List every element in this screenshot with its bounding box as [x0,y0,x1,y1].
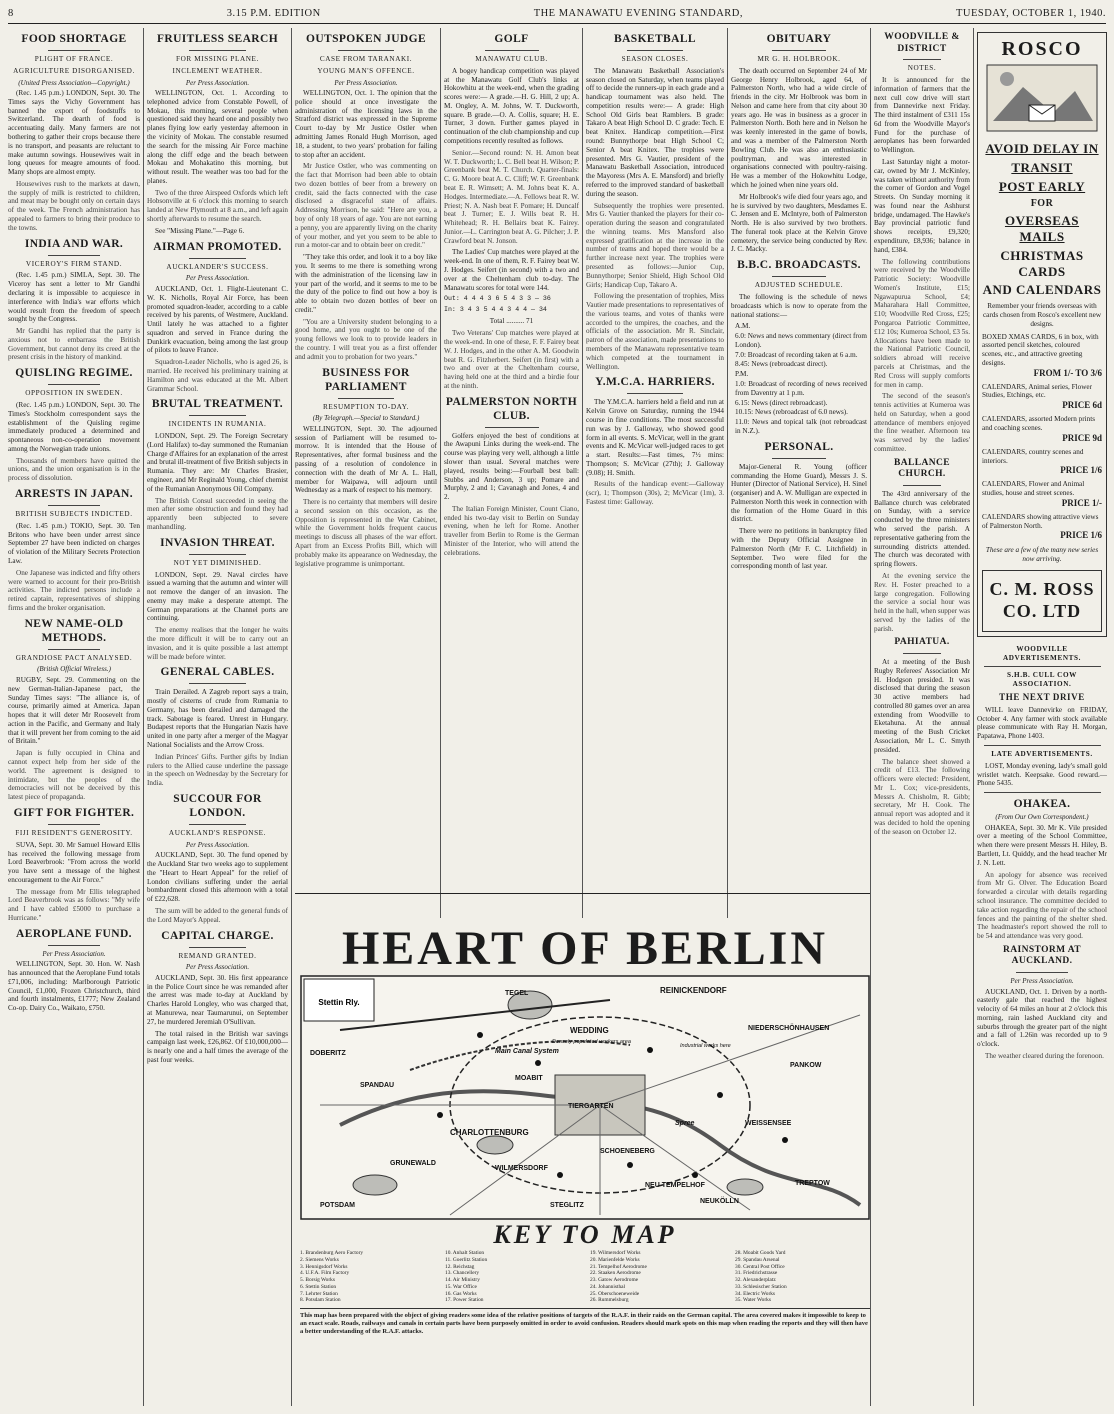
map-key-entry: 2. Siemens Works [300,1256,339,1263]
map-key-entry: 12. Reichstag [445,1263,475,1270]
map-key-entry: 23. Gatow Aerodrome [590,1277,639,1283]
map-label-spree: Spree [675,1120,695,1127]
map-key-entry: 5. Borsig Works [300,1277,335,1283]
map-note-industrial: Industrial works here [680,1043,731,1049]
paper-name: THE MANAWATU EVENING STANDARD, [533,8,743,19]
map-key-entry: 19. Wilmersdorf Works [590,1250,641,1256]
map-label-weissensee: WEISSENSEE [745,1120,792,1127]
map-label-moabit: MOABIT [515,1075,543,1082]
map-key-entry: 29. Spandau Arsenal [735,1256,780,1263]
ad-item-price: FROM 1/- TO 3/6 [1033,367,1102,378]
headline-new-name: NEW NAME-OLD METHODS. [24,617,124,644]
ad-item-price: PRICE 1/6 [1060,530,1102,541]
map-corner-label: Stettin Rly. [318,998,360,1007]
ad-item-price: PRICE 1/6 [1060,465,1102,476]
map-key-entry: 30. Central Post Office [735,1263,785,1270]
article-body: The following is the schedule of news broadcasts which is now to operate from the national stations:— [731,293,867,319]
map-label-tiergarten: TIERGARTEN [568,1103,614,1110]
ad-company: C. M. ROSS CO. LTD [982,570,1102,632]
byline: (United Press Association—Copyright.) [18,78,130,87]
ad-item-text: BOXED XMAS CARDS, 6 in box, with assorted pencil sketches, coloured scenes, etc., and attractive greeting designs. [982,332,1099,367]
subhead: FOR MISSING PLANE. [176,55,259,64]
ad-item-text: CALENDARS showing attractive views of Palmerston North. [982,512,1099,530]
issue-date: TUESDAY, OCTOBER 1, 1940. [955,8,1106,19]
article-body: WELLINGTON, Oct. 1. According to telephoned advice from Constable Powell, of Mokau, this morning, several people when questioned said they heard one and possibly two planes flying low early yesterday afternoon in the vicinity of Mokau. The constable resumed the search for the missing Air Force machine along the cliff edge and the beach between Mokau and Mohakatino this morning, but without result. The weather was too bad for the planes. [147,89,288,185]
bbc-schedule-list [731,322,867,435]
article-body: RUGBY, Sept. 29. Commenting on the new German-Italian-Japanese pact, the Sunday Times says: "The alliance is, of course, primarily aimed at America. Japan hopes that it will deter Mr Roosevelt from action in the Pacific, and Germany and Italy that it will prevent her from coming to the aid of Britain." [8,676,140,746]
byline: Per Press Association. [185,274,250,283]
map-label-spandau: SPANDAU [360,1082,395,1089]
ad-item-text: CALENDARS, assorted Modern prints and coaching scenes. [982,415,1095,432]
column-1: FOOD SHORTAGE PLIGHT OF FRANCE. AGRICULTURE DISORGANISED. (United Press Association—Copyright.) (Rec. 1.45 p.m.) LONDON, Sept. 30. The Times says the Vichy Government has banned the export of foodstuffs to Switzerland. The dearth of food is accentuating daily. Many farmers are not bothering to gather their crops because there is no transport, and peasants are reluctant to make autumn sowings. Housewives wait in long queues for meagre amounts of food. Many shops are almost empty. Housewives rush to the markets at dawn, the supply of milk is restricted to children, and meat may be bought only on certain days of the week. The French administration has appealed to farmers to bring their produce to the towns. INDIA AND WAR. VICEROY'S FIRM STAND. (Rec. 1.45 p.m.) SIMLA, Sept. 30. The Viceroy has sent a letter to Mr Gandhi declaring it is impossible to acquiesce in interference with India's war efforts which would result from the freedom of speech sought by the Congress. Mr Gandhi has replied that the party is anxious not to embarrass the British Government, but cannot deny its creed at the present crisis in the history of mankind. QUISLING REGIME. OPPOSITION IN SWEDEN. (Rec. 1.45 p.m.) LONDON, Sept. 30. The Times's Stockholm correspondent says the establishment of the Quisling regime immediately produced a determined and spontaneous non-co-operation movement among the Norwegian trade unions. Thousands of members have quitted the unions, and the union organisation is in the process of dissolution. ARRESTS IN JAPAN. BRITISH SUBJECTS INDICTED. (Rec. 1.45 p.m.) TOKIO, Sept. 30. Ten Britons who have been under arrest since September 27 have been indicted on charges of violation of the Military Secrets Protection Law. One Japanese was indicted and fifty others were warned to account for their pro-British activities. The indicted persons include a retired captain, representatives of shipping firms and the broker organisation. NEW NAME-OLD METHODS. GRANDIOSE PACT ANALYSED. (British Official Wireless.) RUGBY, Sept. 29. Commenting on the new German-Italian-Japanese pact, the Sunday Times says: "The alliance is, of course, primarily aimed at America. Japan hopes that it will deter Mr Roosevelt from action in the Pacific, and Germany and Italy that it will prevent her from coming to the aid of Britain." Japan is fully occupied in China and cannot expect help from her side of the world. The agreement is designed to intimidate, but the peoples of the democracies will not be deceived by this latest piece of propaganda. GIFT FOR FIGHTER. FIJI RESIDENT'S GENEROSITY. SUVA, Sept. 30. Mr Samuel Howard Ellis has received the following message from Lord Beaverbrook: "From across the world you have sent a message of the highest encouragement to the Air Force." The message from Mr Ellis telegraphed Lord Beaverbrook was as follows: "My wife and I have cabled £5000 to purchase a Hurricane." AEROPLANE FUND. Per Press Association. WELLINGTON, Sept. 30. Hon. W. Nash has announced that the Aeroplane Fund totals £71,006, including: Marlborough Patriotic Council, £1,000, Frozen Christchurch, third and fourth instalments, £1777; New Zealand Co-op. Dairy Co., Waikato, £750. [8,33,140,1013]
map-key-entry: 34. Electric Works [735,1290,776,1297]
map-key-entry: 6. Stettin Station [300,1283,337,1290]
ad-item-text: CALENDARS, Flower and Animal studies, house and street scenes. [982,480,1085,498]
article-body: (Rec. 1.45 p.m.) SIMLA, Sept. 30. The Viceroy has sent a letter to Mr Gandhi declaring it is impossible to acquiesce in interference with India's war efforts which would result from the freedom of speech sought by the Congress. [8,271,140,324]
headline-general-cables: GENERAL CABLES. [160,666,275,679]
headline-pahiatua: PAHIATUA. [894,637,950,648]
ad-transit: TRANSIT [1011,160,1073,176]
map-key-entry: 26. Rummelsburg [590,1297,629,1304]
headline-fruitless-search: FRUITLESS SEARCH [156,33,279,45]
ad-item-text: CALENDARS, country scenes and interiors. [982,447,1084,465]
column-divider [727,28,728,918]
column-divider [973,28,974,1406]
subhead: ADJUSTED SCHEDULE. [754,281,844,290]
map-label-pankow: PANKOW [790,1062,822,1069]
ad-price-item [982,333,1102,379]
ad-price-item [982,415,1102,444]
subhead: NOTES. [907,64,937,73]
article-body: Last Saturday night a motor-car, owned by Mr J. McKinley, was taken without authority from the corner of Gordon and Vogel Streets. On Sunday morning it was found near the Ashhurst bridge, undamaged. The Hawke's Bay provincial patriotic fund shows receipts, £9,320; expenditure, £8,936; balance in hand, £384. [874,157,970,254]
headline-gift-fighter: GIFT FOR FIGHTER. [13,806,135,819]
article-body: The total raised in the British war savings campaign last week, £26,862. Of £10,000,000—is nearly one and a half times the average of the past four weeks. [147,1029,288,1064]
headline-woodville: WOODVILLE & DISTRICT [884,32,960,54]
golf-score-out: Out: 4 4 4 3 6 5 4 3 3 — 36 [444,295,551,303]
headline-ymca-harriers: Y.M.C.A. HARRIERS. [595,376,715,389]
cull-cow-body: WILL leave Dannevirke on FRIDAY, October 4. Any farmer with stock available please communicate with Ray H. Morgan, Papatawa, Phone 1403. [977,705,1107,741]
article-body: Golfers enjoyed the best of conditions at the Awapuni Links during the week-end. The course was playing very well, although a little slower than usual. Several matches were played, results being:—Fourball best ball: Stubbs and Anderson, 3 up; Pomare and Murphy, 2 and 1; Cavanagh and Jones, 4 and 2. [444,431,579,502]
map-key [300,1250,870,1304]
map-key-entry: 10. Anhalt Station [445,1250,485,1256]
column-divider [143,28,144,1406]
rosco-advertisement [977,32,1107,637]
byline: Per Press Association. [334,78,398,87]
map-key-column [300,1250,435,1304]
headline-succour-london: SUCCOUR FOR LONDON. [173,792,262,819]
article-body: It is announced for the information of farmers that the next cull cow drive will start from Dannevirke next Friday. The third instalment of £311 15s 6d from the Woodville Mayor's Fund for the purchase of aeroplanes has been forwarded to Wellington. [874,75,970,155]
ad-overseas-mails: OVERSEAS MAILS [1004,212,1080,244]
column-7: WOODVILLE & DISTRICT NOTES. It is announced for the information of farmers that the next cull cow drive will start from Dannevirke next Friday. The third instalment of £311 15s 6d from the Woodville Mayor's Fund for the purchase of aeroplanes has been forwarded to Wellington. Last Saturday night a motor-car, owned by Mr J. McKinley, was taken without authority from the corner of Gordon and Vogel Streets. On Sunday morning it was found near the Ashhurst bridge, undamaged. The Hawke's Bay provincial patriotic fund shows receipts, £9,320; expenditure, £8,936; balance in hand, £384. The following contributions were received by the Woodville Patriotic Society: Woodville Women's Institute, £15; Ngawapurua School, £4; Maharahara Hall Committee, £10; Woodville Red Cross, £25; Pongaroa Patriotic Committee, £12 10s; Kumeroa School, £3 5s. Allocations have been made to the National Patriotic Council, soldiers abroad will receive parcels at Christmas, and the Red Cross will supply comforts for men in camp. The second of the season's tennis activities at Kumeroa was held on Saturday, when a good attendance of members enjoyed the fine weather. Afternoon tea was served by the ladies' committee. BALLANCE CHURCH. The 43rd anniversary of the Ballance church was celebrated on Sunday, with a service conducted by the three ministers who served the parish. A representative gathering from the surrounding districts attended. The church was decorated with spring flowers. At the evening service the Rev. H. Foster preached to a large congregation. Following the service a social hour was held in the hall, when supper was served by the ladies of the parish. PAHIATUA. At a meeting of the Bush Rugby Referees' Association Mr H. Hodgson presided. It was disclosed that during the season 30 active members had controlled 80 games over an area extending from Woodville to Eketahuna. At the annual meeting of the Bush Cricket Association, Mr L. C. Smyth presided. The balance sheet showed a credit of £13. The following officers were elected: President, Mr L. Cox; vice-presidents, Messrs A. Chisholm, R. Gibb; secretary, Mr H. Cook. The annual report was adopted and it was decided to hold the opening of the season on October 12. [874,32,970,836]
ad-calendars: AND CALENDARS [982,282,1102,298]
ad-brand: ROSCO [1001,38,1083,60]
headline-ballance-church: BALLANCE CHURCH. [894,457,950,480]
subhead: GRANDIOSE PACT ANALYSED. [15,653,133,662]
article-body: A bogey handicap competition was played at the Manawatu Golf Club's links at Hokowhitu at the week-end, when the grading scores were:— A grade.—H. G. Hill, 2 up; A. M. Ongley, A. M. Johns, W. T. Duckworth, square. B grade.—O. A. Collis, square; H. E. Turner, 3 down. Further games played in continuation of the club championship and cup competitions recently resulted as follows. [444,66,579,146]
map-key-entry: 22. Staaken Aerodrome [590,1270,641,1277]
subhead: OPPOSITION IN SWEDEN. [25,389,123,398]
subhead: MR G. H. HOLBROOK. [757,55,841,64]
byline: Per Press Association. [185,78,250,87]
cull-cow-headline: S.H.B. CULL COW ASSOCIATION. [1007,671,1077,689]
map-label-tegel: TEGEL [505,990,529,997]
subhead: CASE FROM TARANAKI. [319,55,413,64]
cross-reference: See "Missing Plane."—Page 6. [155,226,245,235]
bbc-schedule-item: 11.0: News and topical talk (not rebroadcast in N.Z.). [735,418,867,435]
article-body: The Manawatu Basketball Association's season closed on Saturday, when teams played off to decide the runners-up in each grade and a handicap tournament was also held. The competition results were:— A grade: High School Old Girls beat Ramblers. B grade: Takaro A beat High School D. C grade: Tech. E beat Knitex. Handicap competition.—First round: Bunnythorpe beat High School C; Senior A beat Knitex. The trophies were presented. Mrs G. Vautier, president of the Manawatu Basketball Association, introduced the Mayoress (Mrs A. E. Mansford) and briefly referred to the improved standard of basketball during the season. [586,66,724,198]
article-body: AUCKLAND, Oct. 1. Flight-Lieutenant C. W. K. Nicholls, Royal Air Force, has been promoted squadron-leader, according to a cable received by his parents, of Westmere, Auckland. Until lately he was attached to a fighter squadron and served in France during the Dunkirk evacuation, being among the last group of pilots to leave France. [147,284,288,355]
berlin-map [300,975,870,1220]
map-key-entry: 21. Tempelhof Aerodrome [590,1263,647,1270]
bbc-schedule-item: A.M. [735,322,751,331]
map-key-entry: 17. Power Station [445,1297,484,1304]
bbc-schedule-item: 1.0: Broadcast of recording of news received from Daventry at 1 p.m. [735,380,867,397]
ad-price-item [982,480,1102,509]
subhead: AGRICULTURE DISORGANISED. [13,66,135,75]
map-label-reinickendorf: REINICKENDORF [660,986,727,995]
headline-bbc-broadcasts: B.B.C. BROADCASTS. [737,259,861,272]
column-divider [291,28,292,1406]
map-label-dorberitz: DOBERITZ [310,1050,346,1057]
headline-quisling: QUISLING REGIME. [15,367,133,380]
headline-capital-charge: CAPITAL CHARGE. [161,929,274,942]
map-label-niederschoenhausen: NIEDERSCHÖNHAUSEN [748,1025,830,1032]
map-key-entry: 25. Oberschoeneweide [590,1290,640,1297]
ad-remember: Remember your friends overseas with cards chosen from Rosco's excellent new designs. [982,302,1102,328]
column-4: GOLF MANAWATU CLUB. A bogey handicap competition was played at the Manawatu Golf Club's links at Hokowhitu at the week-end, when the grading scores were:— A grade.—H. G. Hill, 2 up; A. M. Ongley, A. M. Johns, W. T. Duckworth, square. B grade.—O. A. Collis, square; H. E. Turner, 3 down. Further games played in continuation of the club championship and cup competitions recently resulted as follows. Senior.—Second round: N. H. Amon beat W. T. Duckworth; L. C. Bell beat H. Wilson; P. Greenbank beat M. T. Church. Quarter-finals: C. G. Moore beat A. C. Cliff; W. F. Greenbank beat E. R. Wimsett; A. M. Johns beat K. A. Hodges. Intermediate.—A. Fellows beat R. W. Priest; N. A. Nash beat F. Pomare; H. Duncalf beat J. Turner; E. J. Wills beat R. H. Whitehead; R. H. Bellairs beat K. Fairey. Junior.—L. Carrington beat A. G. Pilcher; J. P. Crawford beat N. Jonson. The Ladies' Cup matches were played at the week-end. In one of them, R. F. Fairey beat W. J. Hodges. Seifert (in second) with a two and over at the Cheltenham club to-day. The Manawatu scores for total were 144. Out: 4 4 4 3 6 5 4 3 3 — 36 In: 3 4 3 5 4 4 3 4 4 — 34 Total .......... 71 Two Veterans' Cup matches were played at the week-end. In one of these, F. F. Fairey beat W. J. Hodges, and in the other A. M. Goodwin beat R. G. Fitzherbert. Seifert (in first) with a two and over at the Cheltenham course, having held one at the third and a birdie four at the ninth. PALMERSTON NORTH CLUB. Golfers enjoyed the best of conditions at the Awapuni Links during the week-end. The course was playing very well, although a little slower than usual. Several matches were played, results being:—Fourball best ball: Stubbs and Anderson, 3 up; Pomare and Murphy, 2 and 1; Cavanagh and Jones, 4 and 2. The Italian Foreign Minister, Count Ciano, ended his two-day visit to Berlin on Sunday evening, when he left for Rome. Another traveller from Berlin to Rome is the German Minister of the Interior, who will attend the celebrations. [444,33,579,557]
map-top-rule [295,893,870,894]
map-label-treptow: TREPTOW [795,1180,830,1187]
map-key-entry: 15. War Office [445,1283,477,1290]
column-8: ROSCO AVOID DELAY IN TRANSIT POST EARLY FOR OVERSEAS MAILS CHRISTMAS CARDS AND CALENDARS Remember your friends overseas with cards chosen from Rosco's excellent new designs. BOXED XMAS CARDS, 6 in box, with assorted pencil sketches, coloured scenes, etc., and attractive greeting designs. FROM 1/- TO 3/6 CALENDARS, Animal series, Flower Studies, Etchings, etc. PRICE 6d CALENDARS, assorted Modern prints and coaching scenes. PRICE 9d CALENDARS, country scenes and interiors. PRICE 1/6 CALENDARS, Flower and Animal studies, house and street scenes. PRICE 1/- CALENDARS showing attractive views of Palmerston North. PRICE 1/6 These are a few of the many new series now arriving. C. M. ROSS CO. LTD WOODVILLE ADVERTISEMENTS. S.H.B. CULL COW ASSOCIATION. THE NEXT DRIVE WILL leave Dannevirke on FRIDAY, October 4. Any farmer with stock available please communicate with Ray H. Morgan, Papatawa, Phone 1403. LATE ADVERTISEMENTS. LOST, Monday evening, lady's small gold wristlet watch. Keepsake. Good reward.—Phone 5435. OHAKEA. (From Our Own Correspondent.) OHAKEA, Sept. 30. Mr K. Vile presided over a meeting of the School Committee, when there were present Messrs H. Hiley, B. Bartlett, Lt. Quiddy, and the head teacher Mr J. N. Lett. An apology for absence was received from Mr G. Olver. The Education Board forwarded a circular with details regarding school insurance. The committee decided to take action regarding the repair of the school fences and the painting of the shelter shed. The headmaster's report showed the roll to be 54 and attendance was very good. RAINSTORM AT AUCKLAND. Per Press Association. AUCKLAND, Oct. 1. Driven by a north-easterly gale that reached the highest velocity of 64 miles an hour at 2 o'clock this morning, rain lashed Auckland city and suburbs through the greater part of the night and a fall of 1.26in was recorded up to 9 o'clock. The weather cleared during the forenoon. [977,28,1107,1408]
byline: Per Press Association. [42,949,106,958]
subhead: VICEROY'S FIRM STAND. [25,259,123,268]
headline-ohakea: OHAKEA. [1013,798,1071,811]
byline: (From Our Own Correspondent.) [995,813,1089,822]
ad-item-price: PRICE 6d [1062,400,1102,411]
map-label-tempelhof: NEU TEMPELHOF [645,1182,705,1189]
map-key-entry: 20. Marienfelde Works [590,1256,640,1263]
column-5: BASKETBALL SEASON CLOSES. The Manawatu Basketball Association's season closed on Saturday, when teams played off to decide the runners-up in each grade and a handicap tournament was also held. The competition results were:— A grade: High School Old Girls beat Ramblers. B grade: Takaro A beat High School D. C grade: Tech. E beat Knitex. Handicap competition.—First round: Bunnythorpe beat High School C; Senior A beat Knitex. The trophies were presented. Mrs G. Vautier, president of the Manawatu Basketball Association, introduced the Mayoress (Mrs A. E. Mansford) and briefly referred to the improved standard of basketball during the season. Subsequently the trophies were presented. Mrs G. Vautier thanked the players for their co-operation during the season and congratulated the winning teams. Mrs Mansford also expressed gratification at the increase in the number of teams and hoped there would be a further increase next year. The trophies were presented as follows:—Junior Cup, Bunnythorpe; Senior Shield, High School Old Girls; Handicap Cup, Takaro A. Following the presentation of trophies, Miss Vautier made presentations to representatives of the various teams, and votes of thanks were accorded to the umpires, the coaches, and the officials of the association. Mr R. Sinclair, patron of the association, made presentations to members of the Manawatu representative team which competed at the tournament in Wellington. Y.M.C.A. HARRIERS. The Y.M.C.A. harriers held a field and run at Kelvin Grove on Saturday, running the 1944 course in fine conditions. The most successful run was by J. Galloway, who showed good form in all events. S. McVicar, well in the grant events and K. McVicar well-judged races to get a start. Results:—Fast times, 7½ mins: Thompson; S. McVicar (27th); J. Galloway (9.08); H. Smith. Results of the handicap event:—Galloway (scr), 1; Thompson (30s), 2; McVicar (1m), 3. Fastest time: Galloway. [586,33,724,506]
ad-price-item [982,383,1102,412]
column-6 [731,28,867,916]
headline-palmerston-north-club: PALMERSTON NORTH CLUB. [445,395,578,422]
golf-score-in: In: 3 4 3 5 4 4 3 4 4 — 34 [444,306,547,314]
headline-arrests-japan: ARRESTS IN JAPAN. [14,488,134,501]
judge-quote: "They take this order, and look it to a boy like you. It seems to me there is something wrong with the administration of the licensing law in your part of the world, and it seems to me to be the duty of the police to find out how a boy is able to obtain two dozen bottles of beer on credit." [295,253,437,314]
headline-obituary: OBITUARY [766,33,832,45]
map-key-entry: 8. Potsdam Station [300,1297,341,1304]
map-key-entry: 3. Hennigsdorf Works [300,1263,348,1270]
map-key-entry: 4. U.F.A. Film Factory [300,1270,350,1277]
article-body: WELLINGTON, Sept. 30. The adjourned session of Parliament will be resumed to-morrow. It is intended that the House of Representatives, after formal business and the passing of a resolution of condolence in connection with the death of Mr A. L. Hall, member for Waipawa, will adjourn until Wednesday as a mark of respect to his memory. [295,424,437,495]
ad-post-early: POST EARLY [998,178,1086,194]
map-key-entry: 11. Goerlitz Station [445,1256,488,1263]
article-body: WELLINGTON, Sept. 30. Hon. W. Nash has announced that the Aeroplane Fund totals £71,006, including: Marlborough Patriotic Council, £1,000, Frozen Christchurch, third and fourth instalments, £1777; New Zealand Co-op. Dairy Co., Waikato, £750. [8,960,140,1013]
map-key-entry: 31. Friedrichstrasse [735,1270,778,1277]
byline: Per Press Association. [185,840,250,849]
article-body: AUCKLAND, Sept. 30. The fund opened by the Auckland Star two weeks ago to supplement the "Heart to Heart Appeal" for the relief of London civilians suffering under the aerial bombardment closed this afternoon with a total of £22,628. [147,851,288,904]
berlin-map-feature [300,923,870,1403]
column-divider [870,28,871,1406]
ad-price-item [982,513,1102,542]
article-body: (Rec. 1.45 p.m.) TOKIO, Sept. 30. Ten Britons who have been under arrest since September 27 have been indicted on charges of violation of the Military Secrets Protection Law. [8,521,140,565]
masthead-rule [8,23,1106,24]
cull-cow-subhead: THE NEXT DRIVE [999,691,1085,702]
map-note-wedding: Densely populated workers area [552,1039,631,1045]
golf-score-total: Total .......... 71 [489,317,534,326]
ad-item-price: PRICE 1/- [1061,497,1102,508]
subhead: NOT YET DIMINISHED. [173,558,262,567]
bbc-schedule-item: 6.15: News (direct rebroadcast). [735,398,828,407]
ad-for: FOR [1030,197,1054,209]
subhead: PLIGHT OF FRANCE. [34,55,114,64]
article-body: AUCKLAND, Oct. 1. Driven by a north-easterly gale that reached the highest velocity of 64 miles an hour at 2 o'clock this morning, rain lashed Auckland city and suburbs through the greater part of the night and a fall of 1.26in was recorded up to 9 o'clock. [977,987,1107,1049]
article-body: LONDON, Sept. 29. The Foreign Secretary (Lord Halifax) to-day summoned the Rumanian Charge d'Affaires for an explanation of the arrest and brutal ill-treatment of five British subjects in Rumania. They are: Mr Charles Brasier, engineer, and Mr Reginald Young, chief chemist of the Rumanian Anonymous Oil Company. [147,432,288,493]
headline-invasion-threat: INVASION THREAT. [160,536,275,549]
map-key-title: KEY TO MAP [493,1220,677,1249]
subhead: FIJI RESIDENT'S GENEROSITY. [15,828,133,837]
article-body: WELLINGTON, Oct. 1. The opinion that the police should at once investigate the administration of the licensing laws in the Stratford district was expressed in the Supreme Court to-day by Mr Justice Ostler when admitting James Ronald Hugh Morrison, aged 18, a student, to two years' probation for failing to stop after an accident. [295,89,437,159]
bbc-schedule-item: P.M. [735,370,749,379]
headline-golf: GOLF [494,33,529,45]
map-label-potsdam: POTSDAM [320,1202,355,1209]
map-label-steglitz: STEGLITZ [550,1202,584,1209]
headline-brutal-treatment: BRUTAL TREATMENT. [151,398,284,411]
article-body: (Rec. 1.45 p.m.) LONDON, Sept. 30. The Times says the Vichy Government has banned the export of foodstuffs to Switzerland. The dearth of food is accentuating daily. Many farmers are not bothering to gather their crops because there is no transport, and peasants are reluctant to make autumn sowings. Housewives wait in long queues for meagre amounts of food. Many shops are almost empty. [8,89,140,177]
subhead: YOUNG MAN'S OFFENCE. [317,66,415,75]
subhead: REMAND GRANTED. [178,951,257,960]
byline: (By Telegraph.—Special to Standard.) [312,414,420,423]
map-label-neukolln: NEUKÖLLN [700,1198,739,1205]
bbc-schedule-item: 8.45: News (rebroadcast direct). [735,360,828,369]
subhead: MANAWATU CLUB. [475,55,548,64]
late-adverts-header: LATE ADVERTISEMENTS. [991,750,1093,759]
headline-basketball: BASKETBALL [614,33,696,45]
map-key-entry: 33. Schlesischer Station [735,1283,787,1290]
headline-india-war: INDIA AND WAR. [24,237,124,250]
subhead: AUCKLANDER'S SUCCESS. [166,262,269,271]
map-key-column [590,1250,725,1304]
page-number: 8 [8,8,14,19]
ad-christmas-cards: CHRISTMAS CARDS [1000,247,1084,279]
headline-outspoken-judge: OUTSPOKEN JUDGE [305,33,427,45]
article-body: The death occurred on September 24 of Mr George Henry Holbrook, aged 64, of Palmerston North, who had a wide circle of friends in the city. Mr Holbrook was born in Nelson and came here from that city about 30 years ago. He was in business as a grocer in Palmerston North. Both here and in Nelson he was keenly interested in the game of bowls, and was a member of the Palmerston North Bowling Club. He was also an enthusiastic poultryman, and was interested in organisations connected with poultry-raising. He was a member of the Hokowhitu Lodge, which he joined when nine years old. [731,66,867,189]
ad-avoid-delay: AVOID DELAY IN [985,141,1099,157]
byline: (British Official Wireless.) [37,665,111,674]
map-note: This map has been prepared with the object of giving readers some idea of the relative positions of targets of the R.A.F. in their raids on the German capital. The area covered makes it impossible to keep to an exact scale. Roads, railways and canals in certain parts have been purposely omitted in order to avoid confusion. Readers should mark spots on this map when reading the reports and they will then have a better understanding of the R.A.F. attacks. [300,1308,870,1336]
headline-business-parliament: BUSINESS FOR PARLIAMENT [322,366,410,393]
map-key-entry: 7. Lehrter Station [300,1290,338,1297]
article-body: SUVA, Sept. 30. Mr Samuel Howard Ellis has received the following message from Lord Beaverbrook: "From across the world you have sent a message of the highest encouragement to the Air Force." [8,840,140,884]
map-key-column [735,1250,870,1304]
map-label-wedding: WEDDING [570,1026,609,1035]
headline-aeroplane-fund: AEROPLANE FUND. [16,927,132,940]
article-body: AUCKLAND, Sept. 30. His first appearance in the Police Court since he was remanded after the arrest was made to-day at Auckland by Charles Harold Longley, who was charged that, at Manurewa, near Taumarunui, on September 27, he murdered Jeremiah O'Sullivan. [147,973,288,1026]
subhead: AUCKLAND'S RESPONSE. [168,828,267,837]
postal-illustration [983,61,1101,135]
headline-rainstorm: RAINSTORM AT AUCKLAND. [1002,944,1082,967]
subhead: BRITISH SUBJECTS INDICTED. [15,510,133,519]
subhead: SEASON CLOSES. [621,55,689,64]
column-divider [440,28,441,918]
map-label-grunewald: GRUNEWALD [390,1160,436,1167]
article-body: Train Derailed. A Zagreb report says a train, mostly of cisterns of crude from Rumania to Germany, has been derailed and damaged the track. Sabotage is feared. Unrest in Hungary. Budapest reports that the Hungarian Nazis have united in one party after a merger of the Magyar National Socialists and the Arrow Cross. [147,688,288,750]
headline-food-shortage: FOOD SHORTAGE [21,33,127,45]
headline-personal: PERSONAL. [764,440,834,453]
ad-item-price: PRICE 9d [1062,432,1102,443]
subhead: INCLEMENT WEATHER. [172,66,263,75]
map-key-entry: 24. Johannisthal [590,1283,626,1290]
bbc-schedule-item: 6.0: News and news commentary (direct from London). [735,332,867,349]
map-key-entry: 14. Air Ministry [445,1277,480,1283]
column-2: FRUITLESS SEARCH FOR MISSING PLANE. INCLEMENT WEATHER. Per Press Association. WELLINGTON, Oct. 1. According to telephoned advice from Constable Powell, of Mokau, this morning, several people when questioned said they heard one and possibly two planes flying low early yesterday afternoon in the vicinity of Mokau. The constable resumed the search for the missing Air Force machine along the cliff edge and the beach between Mokau and Mohakatino this morning, but without result. The weather was too bad for the planes. Two of the three Airspeed Oxfords which left Hobsonville at 6 o'clock this morning to search landed at New Plymouth at 8 a.m., and left again shortly afterwards to resume the search. See "Missing Plane."—Page 6. AIRMAN PROMOTED. AUCKLANDER'S SUCCESS. Per Press Association. AUCKLAND, Oct. 1. Flight-Lieutenant C. W. K. Nicholls, Royal Air Force, has been promoted squadron-leader, according to a cable received by his parents, of Westmere, Auckland. Until lately he was attached to a fighter squadron and served in France during the Dunkirk evacuation, being among the last group of pilots to leave France. Squadron-Leader Nicholls, who is aged 26, is married. He received his preliminary training at Hamilton and was educated at the Mt. Albert Grammar School. BRUTAL TREATMENT. INCIDENTS IN RUMANIA. LONDON, Sept. 29. The Foreign Secretary (Lord Halifax) to-day summoned the Rumanian Charge d'Affaires for an explanation of the arrest and brutal ill-treatment of five British subjects in Rumania. They are: Mr Charles Brasier, engineer, and Mr Reginald Young, chief chemist of the Rumanian Anonymous Oil Company. The British Consul succeeded in seeing the men after some obstruction and found they had apparently been subjected to severe manhandling. INVASION THREAT. NOT YET DIMINISHED. LONDON, Sept. 29. Naval circles have issued a warning that the autumn and winter will not remove the danger of an invasion. The enemy may make a desperate attempt. The German preparations at the Channel ports are continuing. The enemy realises that the longer he waits the more difficult it will be to carry out an invasion, and it is quite possible a last attempt will be made before winter. GENERAL CABLES. Train Derailed. A Zagreb report says a train, mostly of cisterns of crude from Rumania to Germany, has been derailed and damaged the track. Sabotage is feared. Unrest in Hungary. Budapest reports that the Hungarian Nazis have united in one party after a merger of the Magyar National Socialists and the Arrow Cross. Indian Princes' Gifts. Further gifts by Indian rulers to the Allied cause underline the passage in the speech on Wednesday by the Secretary for India. SUCCOUR FOR LONDON. AUCKLAND'S RESPONSE. Per Press Association. AUCKLAND, Sept. 30. The fund opened by the Auckland Star two weeks ago to supplement the "Heart to Heart Appeal" for the relief of London civilians suffering under the aerial bombardment closed this afternoon with a total of £22,628. The sum will be added to the general funds of the Lord Mayor's Appeal. CAPITAL CHARGE. REMAND GRANTED. Per Press Association. AUCKLAND, Sept. 30. His first appearance in the Police Court since he was remanded after the arrest was made to-day at Auckland by Charles Harold Longley, who was charged that, at Manurewa, near Taumarunui, on September 27, he murdered Jeremiah O'Sullivan. The total raised in the British war savings campaign last week, £26,862. Of £10,000,000—is nearly one and a half times the average of the past four weeks. [147,33,288,1064]
map-label-charlottenburg: CHARLOTTENBURG [450,1128,529,1137]
article-body: The Y.M.C.A. harriers held a field and run at Kelvin Grove on Saturday, running the 1944 course in fine conditions. The most successful run was by J. Galloway, who showed good form in all events. S. McVicar, well in the grant events and K. McVicar well-judged races to get a start. Results:—Fast times, 7½ mins: Thompson; S. McVicar (27th); J. Galloway (9.08); H. Smith. [586,398,724,477]
map-key-entry: 1. Brandenburg Aero Factory [300,1250,364,1256]
map-label-wilmersdorf: WILMERSDORF [495,1165,548,1172]
map-key-column [445,1250,580,1304]
article-body: Mr Holbrook's wife died four years ago, and he is survived by two daughters, Mesdames E. C. Jensen and E. McIntyre, both of Palmerston North. He is also survived by two brothers. The funeral took place at the Kelvin Grove cemetery, the service being conducted by Rev. J. C. Macky. [731,192,867,254]
article-body: The 43rd anniversary of the Ballance church was celebrated on Sunday, with a service conducted by the three ministers who served the parish. A representative gathering from the surrounding districts attended. The church was decorated with spring flowers. [874,489,970,569]
column-3: OUTSPOKEN JUDGE CASE FROM TARANAKI. YOUNG MAN'S OFFENCE. Per Press Association. WELLINGTON, Oct. 1. The opinion that the police should at once investigate the administration of the licensing laws in the Stratford district was expressed in the Supreme Court to-day by Mr Justice Ostler when admitting James Ronald Hugh Morrison, aged 18, a student, to two years' probation for failing to stop after an accident. Mr Justice Ostler, who was commenting on the fact that Morrison had been able to obtain two dozen bottles of beer from a brewery on credit, said the facts connected with the case disclosed a disgraceful state of affairs. Addressing Morrison, he said: "Here are you, a boy of only 18 years of age. You are not earning a penny, you are apparently living on the charity of your mother, and yet you seem to be able to run a motor-car and to obtain beer on credit." "They take this order, and look it to a boy like you. It seems to me there is something wrong with the administration of the licensing law in your part of the world, and it seems to me to be the duty of the police to find out how a boy is able to obtain two dozen bottles of beer on credit." "You are a University student belonging to a good home, and you ought to be one of the young fellows we look to to provide leaders in the country. I will treat you as a first offender and admit you to probation for two years." BUSINESS FOR PARLIAMENT RESUMPTION TO-DAY. (By Telegraph.—Special to Standard.) WELLINGTON, Sept. 30. The adjourned session of Parliament will be resumed to-morrow. It is intended that the House of Representatives, after formal business and the passing of a resolution of condolence in connection with the death of Mr A. L. Hall, member for Waipawa, will adjourn until Wednesday as a mark of respect to his memory. There is no certainty that members will desire a second session on this occasion, as the Opposition is represented in the War Cabinet, while the Government holds frequent caucus meetings to discuss all phases of the war effort. Apart from an Excess Profits Bill, which will probably make its appearance on Wednesday, the legislative programme is unimportant. [295,33,437,568]
article-body: LONDON, Sept. 29. Naval circles have issued a warning that the autumn and winter will not remove the danger of an invasion. The enemy may make a desperate attempt. The German preparations at the Channel ports are continuing. [147,570,288,623]
subhead: RESUMPTION TO-DAY. [322,402,410,411]
late-advert-body: LOST, Monday evening, lady's small gold wristlet watch. Keepsake. Good reward.—Phone 5435. [977,761,1107,788]
article-body: The Ladies' Cup matches were played at the week-end. In one of them, R. F. Fairey beat W. J. Hodges. Seifert (in second) with a two and over at the Cheltenham club to-day. The Manawatu scores for total were 144. [444,248,579,292]
byline: Per Press Association. [1010,977,1074,985]
article-body: (Rec. 1.45 p.m.) LONDON, Sept. 30. The Times's Stockholm correspondent says the establishment of the Quisling regime immediately produced a determined and spontaneous non-co-operation movement among the Norwegian trade unions. [8,401,140,453]
edition: 3.15 P.M. EDITION [226,8,321,19]
map-key-entry: 32. Alexanderplatz [735,1277,776,1283]
article-body: Major-General R. Young (officer commanding the Home Guard), Messrs J. S. Hunter (Director of National Service), H. Sinel (organiser) and A. W. Mulligan are expected in Palmerston North this week in connection with the formation of the Home Guard in this district. [731,462,867,524]
map-key-entry: 16. Gas Works [445,1290,477,1297]
ad-price-list [982,333,1102,542]
column-divider [582,28,583,918]
bbc-schedule-item: 7.0: Broadcast of recording taken at 6 a.m. [735,350,858,359]
bbc-schedule-item: 10.15: News (rebroadcast of 6.0 news). [735,408,848,417]
map-label-canal: Main Canal System [495,1048,559,1055]
ad-item-text: CALENDARS, Animal series, Flower Studies, Etchings, etc. [982,382,1093,400]
subhead: INCIDENTS IN RUMANIA. [168,420,267,429]
byline: Per Press Association. [185,963,250,972]
map-key-entry: 35. Water Works [735,1297,771,1304]
ad-few-note: These are a few of the many new series now arriving. [985,546,1099,564]
map-label-schoeneberg: SCHOENEBERG [600,1148,655,1155]
ad-price-item [982,448,1102,477]
article-body: At a meeting of the Bush Rugby Referees' Association Mr H. Hodgson presided. It was disclosed that during the season 30 active members had controlled 80 games over an area extending from Woodville to Eketahuna. At the annual meeting of the Bush Cricket Association, Mr L. C. Smyth presided. [874,657,970,754]
article-body: OHAKEA, Sept. 30. Mr K. Vile presided over a meeting of the School Committee, when there were present Messrs H. Hiley, B. Bartlett, Lt. Quiddy, and the head teacher Mr J. N. Lett. [977,823,1107,867]
map-title: HEART OF BERLIN [341,922,829,975]
headline-airman-promoted: AIRMAN PROMOTED. [153,240,282,253]
woodville-adverts-header: WOODVILLE ADVERTISEMENTS. [1002,644,1082,662]
map-key-entry: 28. Moabit Goods Yard [735,1250,786,1256]
map-key-entry: 13. Chancellery [445,1270,480,1277]
masthead [8,8,1106,22]
article-body: There were no petitions in bankruptcy filed with the Deputy Official Assignee in Palmerston North (Mr F. C. Litchfield) in September. Two were filed for the corresponding month of last year. [731,527,867,571]
